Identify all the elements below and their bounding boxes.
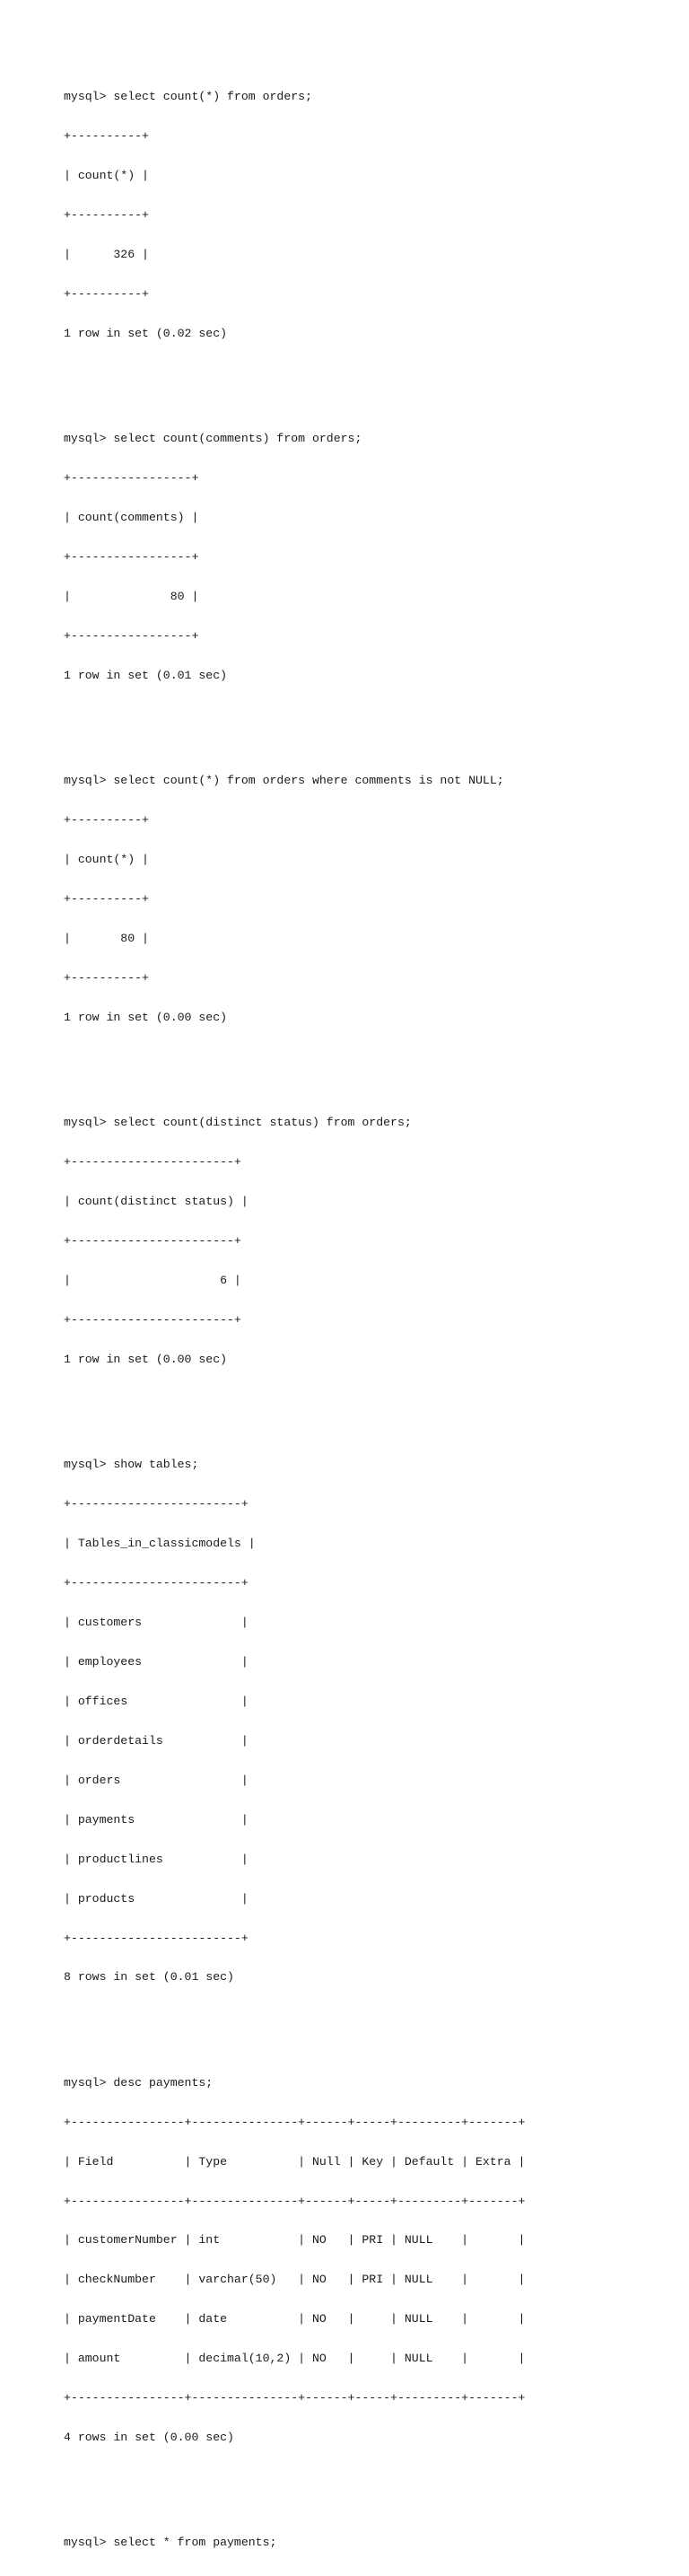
result-summary: 4 rows in set (0.00 sec) [64,2431,234,2445]
command-line: mysql> select count(*) from orders where comments is not NULL; [64,774,504,788]
table-row: | paymentDate | date | NO | | NULL | | [64,2312,526,2326]
result-summary: 1 row in set (0.00 sec) [64,1352,228,1366]
table-row: | orderdetails | [64,1733,249,1748]
spacer [64,709,674,723]
result-summary: 1 row in set (0.00 sec) [64,1010,228,1024]
command-line: mysql> show tables; [64,1458,199,1472]
table-border: +-----------------------+ [64,1312,241,1327]
query-block-count-comments [64,407,674,749]
table-border: +----------------+---------------+------+-----+---------+-------+ [64,2115,526,2129]
table-header: | count(*) | [64,169,149,183]
table-border: +----------+ [64,287,149,302]
table-border: +-----------------+ [64,471,199,486]
table-border: +------------------------+ [64,1931,249,1945]
query-block-select-payments [64,2510,674,2576]
table-border: +----------------+---------------+------+-----+---------+-------+ [64,2391,526,2405]
table-row: | 80 | [64,590,199,604]
query-block-count-orders [64,65,674,407]
result-summary: 1 row in set (0.02 sec) [64,327,228,341]
table-row: | amount | decimal(10,2) | NO | | NULL | | [64,2352,526,2366]
table-row: | customerNumber | int | NO | PRI | NULL | | [64,2233,526,2247]
table-border: +----------+ [64,970,149,985]
command-line: mysql> select count(distinct status) from orders; [64,1116,412,1130]
table-border: +----------+ [64,129,149,144]
table-border: +------------------------+ [64,1575,249,1590]
table-row: | orders | [64,1773,249,1787]
spacer [64,1393,674,1406]
spacer [64,2011,674,2024]
command-line: mysql> desc payments; [64,2075,214,2090]
command-line: mysql> select * from payments; [64,2536,277,2550]
table-row: | products | [64,1891,249,1906]
table-row: | customers | [64,1615,249,1629]
query-block-count-not-null [64,749,674,1091]
table-border: +-----------------------+ [64,1155,241,1170]
command-line: mysql> select count(comments) from orders; [64,432,362,446]
table-header: | count(distinct status) | [64,1195,249,1209]
table-header: | Field | Type | Null | Key | Default | Extra | [64,2154,526,2169]
table-row: | 80 | [64,932,149,945]
query-block-show-tables [64,1433,674,2051]
table-header: | Tables_in_classicmodels | [64,1536,256,1550]
table-border: +------------------------+ [64,1497,249,1511]
table-header: | count(comments) | [64,511,199,525]
table-border: +-----------------------+ [64,1233,241,1248]
table-row: | productlines | [64,1852,249,1866]
table-row: | checkNumber | varchar(50) | NO | PRI | NULL | | [64,2273,526,2287]
table-row: | 6 | [64,1273,241,1287]
table-border: +-----------------+ [64,629,199,644]
spacer [64,2471,674,2484]
table-border: +----------+ [64,892,149,907]
result-summary: 8 rows in set (0.01 sec) [64,1970,234,1985]
terminal-transcript [64,65,674,2576]
table-row: | payments | [64,1812,249,1827]
table-border: +----------+ [64,813,149,828]
query-block-desc-payments [64,2050,674,2510]
table-row: | 326 | [64,248,149,262]
table-row: | offices | [64,1694,249,1708]
query-block-count-distinct [64,1091,674,1433]
command-line: mysql> select count(*) from orders; [64,90,312,104]
table-border: +----------------+---------------+------+-----+---------+-------+ [64,2194,526,2208]
result-summary: 1 row in set (0.01 sec) [64,668,228,682]
table-border: +-----------------+ [64,550,199,565]
table-border: +----------+ [64,208,149,223]
table-header: | count(*) | [64,853,149,867]
spacer [64,367,674,381]
spacer [64,1051,674,1065]
table-row: | employees | [64,1654,249,1669]
